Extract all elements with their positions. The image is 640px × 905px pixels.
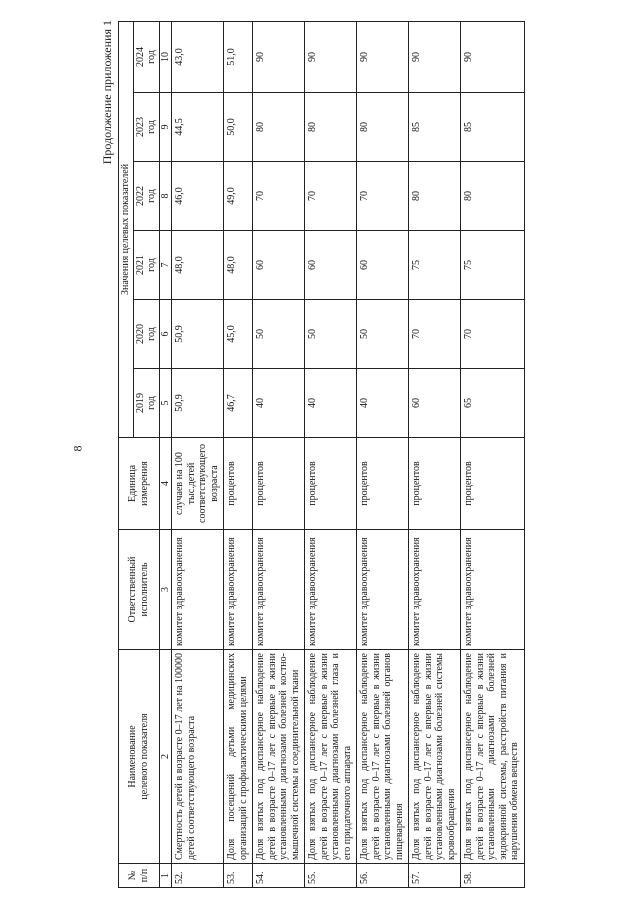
row-number: 55. [305,864,357,888]
target-value: 60 [409,369,461,438]
target-value: 50 [357,300,409,369]
column-number-7: 7 [159,231,172,300]
header-year-1: 2020 год [133,300,159,369]
column-number-5: 5 [159,369,172,438]
header-year-2: 2021 год [133,231,159,300]
executor: комитет здравоохранения [461,530,525,650]
unit: процентов [409,438,461,530]
header-year-0: 2019 год [133,369,159,438]
column-number-3: 3 [159,530,172,650]
header-year-3: 2022 год [133,162,159,231]
row-number: 57. [409,864,461,888]
unit: процентов [224,438,253,530]
target-value: 70 [305,162,357,231]
column-number-row [159,21,172,887]
table-row [409,21,461,887]
header-unit: Единица измерения [119,438,160,530]
column-number-4: 4 [159,438,172,530]
target-value: 60 [253,231,305,300]
target-value: 40 [253,369,305,438]
column-number-6: 6 [159,300,172,369]
header-year-4: 2023 год [133,93,159,162]
indicator-name: Доля взятых под диспансерное наблюдение детей в возрасте 0–17 лет с впервые в жизни установленными диагнозами болезней органов пищеварения [357,650,409,864]
target-value: 51,0 [224,21,253,92]
unit: процентов [357,438,409,530]
target-value: 90 [305,21,357,92]
column-number-1: 1 [159,864,172,888]
target-value: 80 [461,162,525,231]
target-value: 85 [409,93,461,162]
target-value: 50,9 [172,300,224,369]
target-value: 50,0 [224,93,253,162]
table-row [357,21,409,887]
table-body [172,21,525,887]
target-value: 43,0 [172,21,224,92]
continuation-label: Продолжение приложения 1 [100,20,114,165]
target-value: 48,0 [172,231,224,300]
target-value: 85 [461,93,525,162]
row-number: 53. [224,864,253,888]
table-row [461,21,525,887]
unit: процентов [461,438,525,530]
target-value: 80 [357,93,409,162]
indicator-name: Доля посещений детьми медицинских организаций с профилактическими целями [224,650,253,864]
target-value: 40 [305,369,357,438]
target-value: 75 [461,231,525,300]
target-value: 46,0 [172,162,224,231]
target-value: 80 [253,93,305,162]
target-value: 80 [305,93,357,162]
indicator-name: Доля взятых под диспансерное наблюдение детей в возрасте 0–17 лет с впервые в жизни установленными диагнозами болезней эндокринной системы, расстройств питания и нарушения обмена веществ [461,650,525,864]
target-value: 50,9 [172,369,224,438]
target-value: 45,0 [224,300,253,369]
column-number-8: 8 [159,162,172,231]
table-row [172,21,224,887]
row-number: 52. [172,864,224,888]
table-row [253,21,305,887]
header-year-5: 2024 год [133,21,159,92]
header-target-values: Значения целевых показателей [119,21,134,437]
target-value: 50 [305,300,357,369]
target-value: 70 [253,162,305,231]
executor: комитет здравоохранения [409,530,461,650]
target-value: 90 [357,21,409,92]
target-value: 44,5 [172,93,224,162]
row-number: 58. [461,864,525,888]
unit: процентов [253,438,305,530]
target-value: 50 [253,300,305,369]
target-value: 75 [409,231,461,300]
target-value: 65 [461,369,525,438]
executor: комитет здравоохранения [253,530,305,650]
header-executor: Ответственный исполнитель [119,530,160,650]
rotated-content [100,18,640,888]
unit: процентов [305,438,357,530]
target-indicators-table [118,21,525,888]
executor: комитет здравоохранения [172,530,224,650]
header-name: Наименование целевого показателя [119,650,160,864]
executor: комитет здравоохранения [357,530,409,650]
target-value: 90 [253,21,305,92]
target-value: 70 [357,162,409,231]
target-value: 46,7 [224,369,253,438]
executor: комитет здравоохранения [224,530,253,650]
column-number-2: 2 [159,650,172,864]
column-number-10: 10 [159,21,172,92]
indicator-name: Доля взятых под диспансерное наблюдение детей в возрасте 0–17 лет с впервые в жизни установленными диагнозами болезней костно-мышечной системы и соединительной ткани [253,650,305,864]
table-row [305,21,357,887]
column-number-9: 9 [159,93,172,162]
header-num: № п/п [119,864,160,888]
indicator-name: Доля взятых под диспансерное наблюдение детей в возрасте 0–17 лет с впервые в жизни установленными диагнозами болезней глаза и его придаточного аппарата [305,650,357,864]
unit: случаев на 100 тыс.детей соответствующего возраста [172,438,224,530]
target-value: 48,0 [224,231,253,300]
page-number: 8 [70,445,85,452]
row-number: 54. [253,864,305,888]
target-value: 70 [409,300,461,369]
target-value: 90 [409,21,461,92]
target-value: 70 [461,300,525,369]
target-value: 40 [357,369,409,438]
target-value: 60 [305,231,357,300]
target-value: 80 [409,162,461,231]
target-value: 60 [357,231,409,300]
indicator-name: Доля взятых под диспансерное наблюдение детей в возрасте 0–17 лет с впервые в жизни установленными диагнозами болезней системы кровообращения [409,650,461,864]
indicator-name: Смертность детей в возрасте 0–17 лет на 100000 детей соответствующего возраста [172,650,224,864]
row-number: 56. [357,864,409,888]
target-value: 90 [461,21,525,92]
target-value: 49,0 [224,162,253,231]
executor: комитет здравоохранения [305,530,357,650]
table-row [224,21,253,887]
